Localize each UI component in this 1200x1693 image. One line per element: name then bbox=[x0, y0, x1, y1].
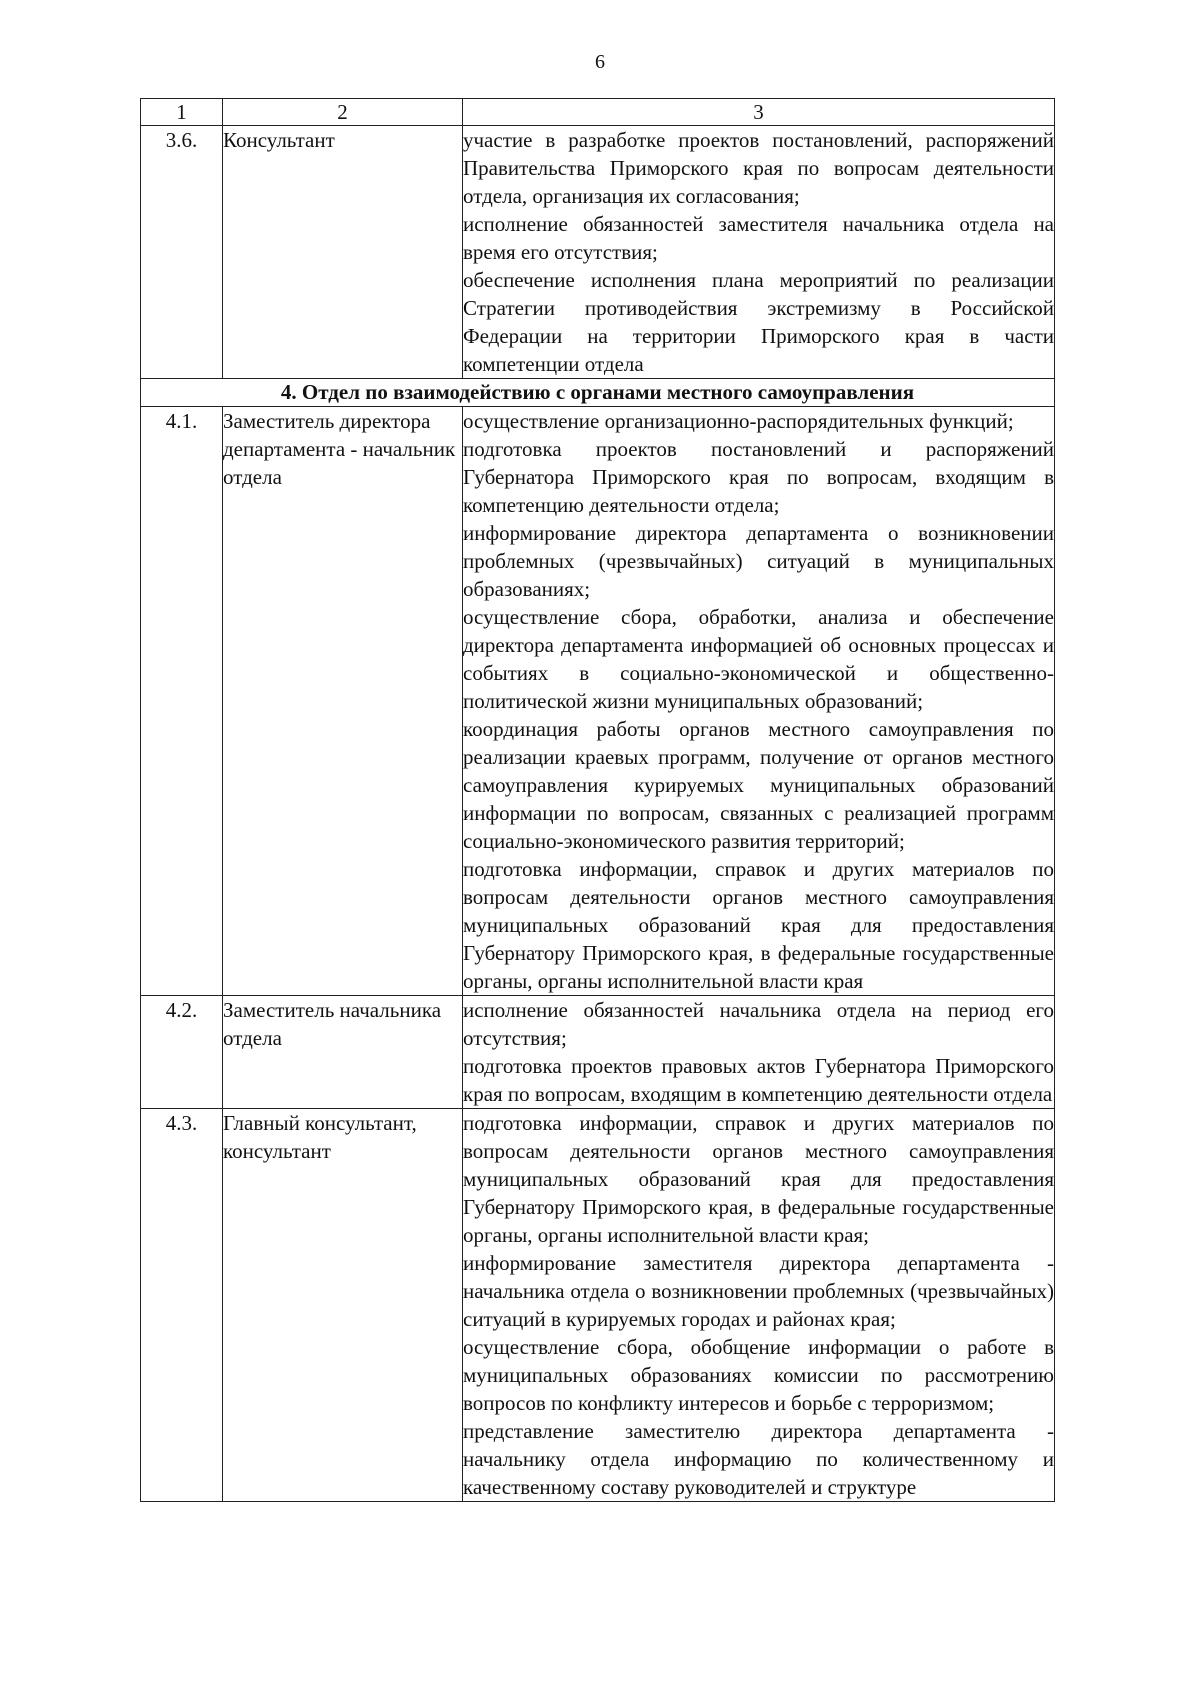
table-row bbox=[141, 996, 1055, 1109]
table-header-row bbox=[141, 99, 1055, 126]
position-title: Заместитель директора департамента - начальник отдела bbox=[223, 407, 463, 996]
section-title: 4. Отдел по взаимодействию с органами местного самоуправления bbox=[141, 379, 1055, 407]
position-title: Заместитель начальника отдела bbox=[223, 996, 463, 1109]
duty-item: подготовка проектов правовых актов Губернатора Приморского края по вопросам, входящим в компетенцию деятельности отдела bbox=[463, 1054, 1054, 1106]
duty-item: подготовка информации, справок и других материалов по вопросам деятельности органов местного самоуправления муниципальных образований края для предоставления Губернатору Приморского края, в федеральные государственные органы, органы исполнительной власти края; bbox=[463, 1111, 1054, 1247]
duty-item: исполнение обязанностей заместителя начальника отдела на время его отсутствия; bbox=[463, 212, 1054, 264]
position-title: Консультант bbox=[223, 126, 463, 379]
row-number: 4.3. bbox=[141, 1109, 223, 1502]
table-row bbox=[141, 126, 1055, 379]
duty-item: исполнение обязанностей начальника отдела на период его отсутствия; bbox=[463, 998, 1054, 1050]
duty-item: осуществление сбора, обобщение информации о работе в муниципальных образованиях комиссии по рассмотрению вопросов по конфликту интересов и борьбе с терроризмом; bbox=[463, 1335, 1054, 1415]
position-title: Главный консультант, консультант bbox=[223, 1109, 463, 1502]
header-col-2: 2 bbox=[223, 99, 463, 126]
duty-item: информирование заместителя директора департамента - начальника отдела о возникновении проблемных (чрезвычайных) ситуаций в курируемых городах и районах края; bbox=[463, 1251, 1054, 1331]
duty-item: обеспечение исполнения плана мероприятий по реализации Стратегии противодействия экстремизму в Российской Федерации на территории Приморского края в части компетенции отдела bbox=[463, 268, 1054, 376]
duty-item: подготовка информации, справок и других материалов по вопросам деятельности органов местного самоуправления муниципальных образований края для предоставления Губернатору Приморского края, в федеральные государственные органы, органы исполнительной власти края bbox=[463, 857, 1054, 993]
header-col-1: 1 bbox=[141, 99, 223, 126]
duties-cell bbox=[463, 126, 1055, 379]
section-header-row bbox=[141, 379, 1055, 407]
table-row bbox=[141, 1109, 1055, 1502]
duties-cell bbox=[463, 1109, 1055, 1502]
row-number: 3.6. bbox=[141, 126, 223, 379]
duty-item: осуществление сбора, обработки, анализа и обеспечение директора департамента информацией об основных процессах и событиях в социально-экономической и общественно-политической жизни муниципальных образований; bbox=[463, 605, 1054, 713]
duties-table-body bbox=[141, 99, 1055, 1502]
row-number: 4.2. bbox=[141, 996, 223, 1109]
duty-item: осуществление организационно-распорядительных функций; bbox=[463, 409, 1014, 433]
header-col-3: 3 bbox=[463, 99, 1055, 126]
duties-cell bbox=[463, 407, 1055, 996]
duties-cell bbox=[463, 996, 1055, 1109]
page-number: 6 bbox=[595, 51, 605, 73]
duty-item: подготовка проектов постановлений и распоряжений Губернатора Приморского края по вопросам, входящим в компетенцию деятельности отдела; bbox=[463, 437, 1054, 517]
duty-item: координация работы органов местного самоуправления по реализации краевых программ, получение от органов местного самоуправления курируемых муниципальных образований информации по вопросам, связанных с реализацией программ социально-экономического развития территорий; bbox=[463, 717, 1054, 853]
row-number: 4.1. bbox=[141, 407, 223, 996]
duty-item: информирование директора департамента о возникновении проблемных (чрезвычайных) ситуаций в муниципальных образованиях; bbox=[463, 521, 1054, 601]
duties-table bbox=[140, 98, 1055, 1502]
duty-item: участие в разработке проектов постановлений, распоряжений Правительства Приморского края по вопросам деятельности отдела, организация их согласования; bbox=[463, 128, 1054, 208]
duty-item: представление заместителю директора департамента - начальнику отдела информацию по количественному и качественному составу руководителей и структуре bbox=[463, 1419, 1054, 1499]
table-row bbox=[141, 407, 1055, 996]
